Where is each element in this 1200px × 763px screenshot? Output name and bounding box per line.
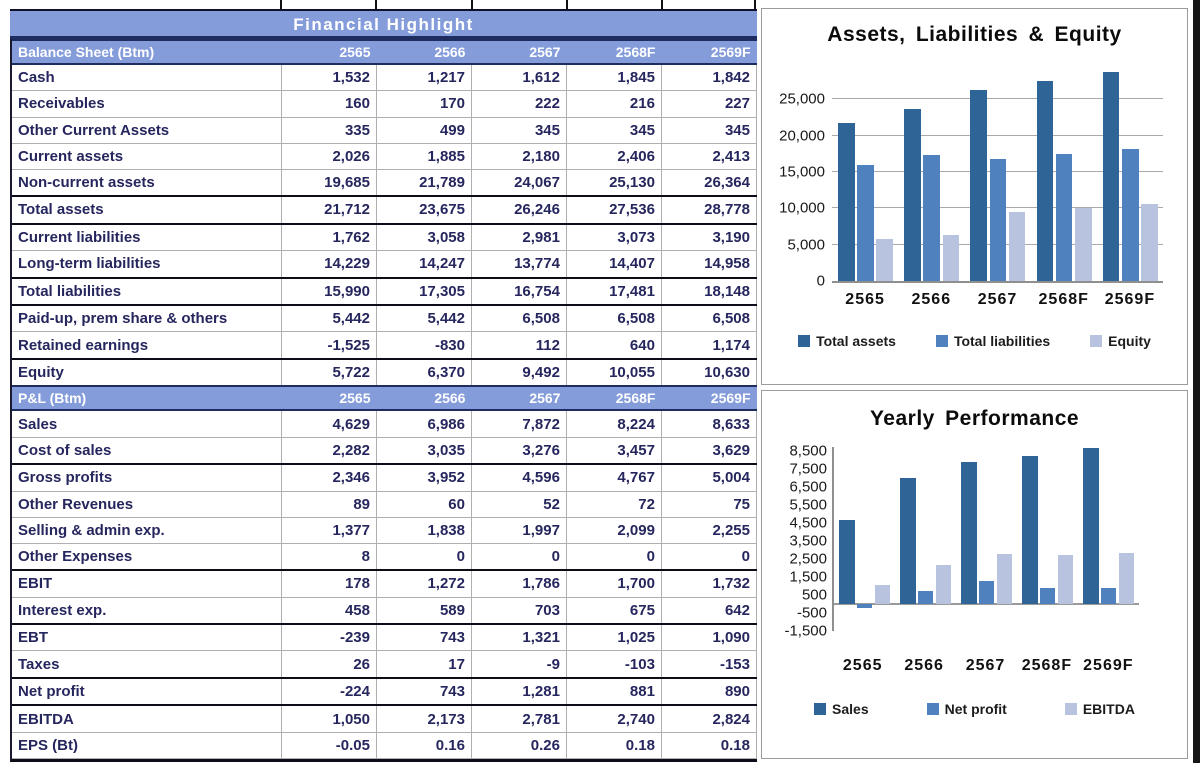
plot-area bbox=[779, 63, 1163, 290]
value-cell: -239 bbox=[282, 624, 377, 651]
value-cell: 19,685 bbox=[282, 169, 377, 196]
row-label-cell: Non-current assets bbox=[12, 169, 282, 196]
value-cell: 25,130 bbox=[566, 169, 661, 196]
x-tick-label: 2565 bbox=[845, 291, 885, 308]
year-column-header: 2567 bbox=[471, 40, 566, 64]
value-cell: 458 bbox=[282, 597, 377, 624]
value-cell: 3,058 bbox=[377, 224, 472, 251]
table-row bbox=[12, 332, 757, 359]
y-tick-label: 3,500 bbox=[789, 532, 827, 550]
value-cell: 2,740 bbox=[566, 705, 661, 732]
bar-group-2566 bbox=[898, 63, 964, 281]
row-label-cell: Other Expenses bbox=[12, 543, 282, 570]
value-cell: 2,180 bbox=[471, 143, 566, 169]
y-tick-label: 8,500 bbox=[789, 442, 827, 460]
value-cell: 2,282 bbox=[282, 437, 377, 464]
value-cell: 4,767 bbox=[566, 464, 661, 491]
row-label-cell: Cash bbox=[12, 64, 282, 91]
charts-panel bbox=[761, 8, 1188, 759]
value-cell: 160 bbox=[282, 91, 377, 117]
y-tick-label: 25,000 bbox=[779, 90, 825, 108]
value-cell: 0.26 bbox=[471, 732, 566, 758]
legend-swatch bbox=[814, 703, 826, 715]
legend-label: EBITDA bbox=[1082, 701, 1135, 717]
row-label-cell: Cost of sales bbox=[12, 437, 282, 464]
value-cell: 1,786 bbox=[471, 570, 566, 597]
value-cell: -830 bbox=[377, 332, 472, 359]
value-cell: -103 bbox=[566, 651, 661, 678]
value-cell: 2,346 bbox=[282, 464, 377, 491]
legend-item-ebitda bbox=[1065, 701, 1135, 717]
bar-groups bbox=[834, 447, 1139, 631]
value-cell: 0 bbox=[661, 543, 756, 570]
value-cell: 1,762 bbox=[282, 224, 377, 251]
x-tick-label: 2569F bbox=[1104, 291, 1156, 308]
legend-item-total-liabilities bbox=[936, 333, 1050, 349]
value-cell: 743 bbox=[377, 678, 472, 706]
row-label-cell: Long-term liabilities bbox=[12, 251, 282, 278]
y-tick-label: 5,500 bbox=[789, 496, 827, 514]
value-cell: 335 bbox=[282, 117, 377, 143]
value-cell: 3,190 bbox=[661, 224, 756, 251]
value-cell: 1,532 bbox=[282, 64, 377, 91]
legend-swatch bbox=[927, 703, 939, 715]
bar-total-assets-2567 bbox=[970, 90, 987, 281]
legend-swatch bbox=[798, 335, 810, 347]
value-cell: 2,026 bbox=[282, 143, 377, 169]
row-label-cell: Gross profits bbox=[12, 464, 282, 491]
value-cell: 18,148 bbox=[661, 278, 756, 306]
legend-item-total-assets bbox=[798, 333, 896, 349]
value-cell: 75 bbox=[661, 491, 756, 517]
value-cell: 5,004 bbox=[661, 464, 756, 491]
value-cell: 1,845 bbox=[566, 64, 661, 91]
table-row bbox=[12, 224, 757, 251]
value-cell: 72 bbox=[566, 491, 661, 517]
value-cell: 8,633 bbox=[661, 410, 756, 437]
value-cell: 1,885 bbox=[377, 143, 472, 169]
value-cell: 1,272 bbox=[377, 570, 472, 597]
value-cell: 14,229 bbox=[282, 251, 377, 278]
value-cell: 13,774 bbox=[471, 251, 566, 278]
year-column-header: 2568F bbox=[566, 40, 661, 64]
value-cell: 1,997 bbox=[471, 517, 566, 543]
value-cell: 5,722 bbox=[282, 359, 377, 387]
x-axis-labels bbox=[832, 657, 1139, 675]
value-cell: 675 bbox=[566, 597, 661, 624]
table-row bbox=[12, 678, 757, 706]
value-cell: 1,217 bbox=[377, 64, 472, 91]
bar-sales-2565 bbox=[839, 520, 854, 604]
value-cell: 3,952 bbox=[377, 464, 472, 491]
legend-label: Total assets bbox=[816, 333, 896, 349]
plot-area bbox=[784, 442, 1139, 640]
table-row bbox=[12, 251, 757, 278]
row-label-cell: Current assets bbox=[12, 143, 282, 169]
legend-item-equity bbox=[1090, 333, 1151, 349]
column-tick bbox=[754, 0, 756, 9]
value-cell: 3,457 bbox=[566, 437, 661, 464]
table-row bbox=[12, 651, 757, 678]
bar-sales-2568F bbox=[1022, 456, 1037, 604]
y-tick-label: 4,500 bbox=[789, 514, 827, 532]
legend-swatch bbox=[936, 335, 948, 347]
value-cell: 14,247 bbox=[377, 251, 472, 278]
bar-total-assets-2565 bbox=[838, 123, 855, 281]
value-cell: 6,370 bbox=[377, 359, 472, 387]
value-cell: -153 bbox=[661, 651, 756, 678]
column-tick bbox=[566, 0, 568, 9]
row-label-cell: Net profit bbox=[12, 678, 282, 706]
value-cell: 3,073 bbox=[566, 224, 661, 251]
row-label-cell: EBITDA bbox=[12, 705, 282, 732]
value-cell: 642 bbox=[661, 597, 756, 624]
row-label-cell: Taxes bbox=[12, 651, 282, 678]
section-header-row bbox=[12, 386, 757, 410]
column-tick bbox=[661, 0, 663, 9]
bar-equity-2565 bbox=[876, 239, 893, 281]
value-cell: 17,481 bbox=[566, 278, 661, 306]
value-cell: 1,281 bbox=[471, 678, 566, 706]
financial-table bbox=[12, 39, 757, 759]
table-row bbox=[12, 64, 757, 91]
value-cell: 60 bbox=[377, 491, 472, 517]
bar-group-2569F bbox=[1097, 63, 1163, 281]
bar-sales-2566 bbox=[900, 478, 915, 604]
value-cell: 7,872 bbox=[471, 410, 566, 437]
y-tick-label: 5,000 bbox=[787, 236, 825, 254]
row-label-cell: Receivables bbox=[12, 91, 282, 117]
y-tick-label: 15,000 bbox=[779, 163, 825, 181]
bar-groups bbox=[832, 63, 1163, 281]
bar-equity-2568F bbox=[1075, 208, 1092, 281]
row-label-cell: EPS (Bt) bbox=[12, 732, 282, 758]
bar-group-2568F bbox=[1017, 447, 1078, 631]
bar-ebitda-2567 bbox=[997, 554, 1012, 604]
bar-group-2566 bbox=[895, 447, 956, 631]
value-cell: 345 bbox=[471, 117, 566, 143]
value-cell: 881 bbox=[566, 678, 661, 706]
bar-group-2568F bbox=[1031, 63, 1097, 281]
value-cell: 0.16 bbox=[377, 732, 472, 758]
value-cell: 24,067 bbox=[471, 169, 566, 196]
value-cell: 21,712 bbox=[282, 196, 377, 224]
bar-group-2565 bbox=[832, 63, 898, 281]
value-cell: 222 bbox=[471, 91, 566, 117]
value-cell: 2,781 bbox=[471, 705, 566, 732]
bar-total-liabilities-2568F bbox=[1056, 154, 1073, 281]
x-tick-label: 2565 bbox=[842, 657, 883, 674]
table-title: Financial Highlight bbox=[10, 9, 757, 39]
bar-net-profit-2568F bbox=[1040, 588, 1055, 604]
value-cell: 1,842 bbox=[661, 64, 756, 91]
value-cell: 1,174 bbox=[661, 332, 756, 359]
section-header-row bbox=[12, 40, 757, 64]
value-cell: 27,536 bbox=[566, 196, 661, 224]
table-row bbox=[12, 491, 757, 517]
bar-group-2565 bbox=[834, 447, 895, 631]
year-column-header: 2565 bbox=[282, 40, 377, 64]
value-cell: 227 bbox=[661, 91, 756, 117]
bar-ebitda-2565 bbox=[875, 585, 890, 604]
value-cell: 4,629 bbox=[282, 410, 377, 437]
legend-item-net-profit bbox=[927, 701, 1007, 717]
value-cell: 21,789 bbox=[377, 169, 472, 196]
value-cell: 17 bbox=[377, 651, 472, 678]
value-cell: 743 bbox=[377, 624, 472, 651]
chart-title: Yearly Performance bbox=[869, 407, 1080, 430]
value-cell: 52 bbox=[471, 491, 566, 517]
table-row bbox=[12, 597, 757, 624]
bar-net-profit-2566 bbox=[918, 591, 933, 604]
value-cell: 345 bbox=[661, 117, 756, 143]
legend-swatch bbox=[1090, 335, 1102, 347]
table-row bbox=[12, 624, 757, 651]
y-tick-label: 500 bbox=[801, 586, 827, 604]
value-cell: 890 bbox=[661, 678, 756, 706]
y-tick-label: 0 bbox=[816, 272, 825, 290]
bar-total-liabilities-2569F bbox=[1122, 149, 1139, 281]
y-tick-label: -1,500 bbox=[784, 622, 827, 640]
bar-equity-2569F bbox=[1141, 204, 1158, 281]
row-label-cell: Selling & admin exp. bbox=[12, 517, 282, 543]
year-column-header: 2568F bbox=[566, 386, 661, 410]
table-row bbox=[12, 437, 757, 464]
row-label-cell: Sales bbox=[12, 410, 282, 437]
value-cell: 640 bbox=[566, 332, 661, 359]
table-row bbox=[12, 169, 757, 196]
value-cell: 89 bbox=[282, 491, 377, 517]
year-column-header: 2569F bbox=[661, 386, 756, 410]
table-row bbox=[12, 305, 757, 332]
bar-net-profit-2565 bbox=[857, 604, 872, 608]
table-row bbox=[12, 517, 757, 543]
table-row bbox=[12, 359, 757, 387]
value-cell: 1,838 bbox=[377, 517, 472, 543]
table-row bbox=[12, 570, 757, 597]
chart-assets-liabilities-equity bbox=[761, 8, 1188, 385]
bar-net-profit-2569F bbox=[1101, 588, 1116, 604]
bar-equity-2567 bbox=[1009, 212, 1026, 281]
bar-total-liabilities-2567 bbox=[990, 159, 1007, 281]
value-cell: 14,958 bbox=[661, 251, 756, 278]
year-column-header: 2566 bbox=[377, 40, 472, 64]
value-cell: 5,442 bbox=[377, 305, 472, 332]
value-cell: 2,824 bbox=[661, 705, 756, 732]
column-ticks-strip bbox=[10, 0, 757, 9]
row-label-cell: EBT bbox=[12, 624, 282, 651]
bar-group-2567 bbox=[964, 63, 1030, 281]
value-cell: 2,099 bbox=[566, 517, 661, 543]
x-tick-label: 2568F bbox=[1038, 291, 1089, 308]
value-cell: 15,990 bbox=[282, 278, 377, 306]
legend-swatch bbox=[1065, 703, 1077, 715]
bar-total-assets-2569F bbox=[1103, 72, 1120, 281]
table-row bbox=[12, 196, 757, 224]
row-label-cell: Retained earnings bbox=[12, 332, 282, 359]
value-cell: 1,732 bbox=[661, 570, 756, 597]
x-tick-label: 2566 bbox=[911, 291, 952, 308]
value-cell: 28,778 bbox=[661, 196, 756, 224]
value-cell: 1,090 bbox=[661, 624, 756, 651]
column-tick bbox=[471, 0, 473, 9]
legend-label: Total liabilities bbox=[953, 333, 1051, 349]
x-tick-label: 2569F bbox=[1083, 657, 1134, 674]
value-cell: 1,612 bbox=[471, 64, 566, 91]
value-cell: 10,055 bbox=[566, 359, 661, 387]
bar-total-liabilities-2566 bbox=[923, 155, 940, 281]
value-cell: 1,700 bbox=[566, 570, 661, 597]
x-tick-label: 2566 bbox=[904, 657, 944, 674]
value-cell: 170 bbox=[377, 91, 472, 117]
year-column-header: 2569F bbox=[661, 40, 756, 64]
bar-ebitda-2569F bbox=[1119, 553, 1134, 604]
value-cell: 1,050 bbox=[282, 705, 377, 732]
row-label-cell: Interest exp. bbox=[12, 597, 282, 624]
x-axis-labels bbox=[832, 291, 1163, 309]
value-cell: 0.18 bbox=[661, 732, 756, 758]
legend-label: Sales bbox=[832, 701, 869, 717]
y-tick-label: 10,000 bbox=[779, 199, 825, 217]
legend-label: Net profit bbox=[944, 701, 1007, 717]
x-tick-label: 2567 bbox=[965, 657, 1006, 674]
value-cell: 589 bbox=[377, 597, 472, 624]
page-right-border bbox=[1193, 0, 1200, 763]
row-label-cell: Current liabilities bbox=[12, 224, 282, 251]
value-cell: 16,754 bbox=[471, 278, 566, 306]
value-cell: 0 bbox=[566, 543, 661, 570]
value-cell: 3,035 bbox=[377, 437, 472, 464]
legend-label: Equity bbox=[1108, 333, 1151, 349]
legend-item-sales bbox=[814, 701, 869, 717]
y-tick-label: 6,500 bbox=[789, 478, 827, 496]
value-cell: 2,406 bbox=[566, 143, 661, 169]
bar-ebitda-2566 bbox=[936, 565, 951, 604]
y-tick-label: 7,500 bbox=[789, 460, 827, 478]
value-cell: 112 bbox=[471, 332, 566, 359]
bar-total-assets-2566 bbox=[904, 109, 921, 281]
bar-ebitda-2568F bbox=[1058, 555, 1073, 604]
table-row bbox=[12, 464, 757, 491]
chart-legend bbox=[762, 701, 1187, 717]
year-column-header: 2565 bbox=[282, 386, 377, 410]
value-cell: -224 bbox=[282, 678, 377, 706]
value-cell: 345 bbox=[566, 117, 661, 143]
row-label-cell: Other Revenues bbox=[12, 491, 282, 517]
value-cell: -0.05 bbox=[282, 732, 377, 758]
y-tick-label: 1,500 bbox=[789, 568, 827, 586]
bar-sales-2569F bbox=[1083, 448, 1098, 604]
value-cell: 3,629 bbox=[661, 437, 756, 464]
value-cell: 2,173 bbox=[377, 705, 472, 732]
bar-sales-2567 bbox=[961, 462, 976, 604]
row-label-cell: Paid-up, prem share & others bbox=[12, 305, 282, 332]
bar-group-2567 bbox=[956, 447, 1017, 631]
value-cell: 8 bbox=[282, 543, 377, 570]
year-column-header: 2566 bbox=[377, 386, 472, 410]
bar-group-2569F bbox=[1078, 447, 1139, 631]
bar-total-liabilities-2565 bbox=[857, 165, 874, 281]
y-tick-label: 2,500 bbox=[789, 550, 827, 568]
value-cell: -1,525 bbox=[282, 332, 377, 359]
value-cell: 2,413 bbox=[661, 143, 756, 169]
value-cell: 26,246 bbox=[471, 196, 566, 224]
row-label-cell: Equity bbox=[12, 359, 282, 387]
value-cell: 1,377 bbox=[282, 517, 377, 543]
value-cell: 17,305 bbox=[377, 278, 472, 306]
section-header-label: P&L (Btm) bbox=[12, 386, 282, 410]
value-cell: 1,321 bbox=[471, 624, 566, 651]
value-cell: 2,255 bbox=[661, 517, 756, 543]
table-row bbox=[12, 543, 757, 570]
value-cell: 9,492 bbox=[471, 359, 566, 387]
chart-legend bbox=[762, 333, 1187, 349]
value-cell: 6,508 bbox=[661, 305, 756, 332]
table-body bbox=[10, 39, 757, 762]
table-row bbox=[12, 705, 757, 732]
chart-title: Assets, Liabilities & Equity bbox=[827, 23, 1122, 46]
value-cell: 178 bbox=[282, 570, 377, 597]
value-cell: 26 bbox=[282, 651, 377, 678]
value-cell: 499 bbox=[377, 117, 472, 143]
value-cell: 0 bbox=[377, 543, 472, 570]
row-label-cell: Total assets bbox=[12, 196, 282, 224]
bar-equity-2566 bbox=[943, 235, 960, 281]
value-cell: 0 bbox=[471, 543, 566, 570]
column-tick bbox=[375, 0, 377, 9]
table-row bbox=[12, 410, 757, 437]
value-cell: 703 bbox=[471, 597, 566, 624]
bar-net-profit-2567 bbox=[979, 581, 994, 604]
y-tick-label: 20,000 bbox=[779, 127, 825, 145]
row-label-cell: Other Current Assets bbox=[12, 117, 282, 143]
table-row bbox=[12, 143, 757, 169]
value-cell: -9 bbox=[471, 651, 566, 678]
x-tick-label: 2568F bbox=[1021, 657, 1073, 674]
value-cell: 0.18 bbox=[566, 732, 661, 758]
y-tick-label: -500 bbox=[796, 604, 827, 622]
value-cell: 14,407 bbox=[566, 251, 661, 278]
section-header-label: Balance Sheet (Btm) bbox=[12, 40, 282, 64]
value-cell: 3,276 bbox=[471, 437, 566, 464]
x-tick-label: 2567 bbox=[977, 291, 1018, 308]
value-cell: 6,508 bbox=[471, 305, 566, 332]
table-row bbox=[12, 117, 757, 143]
value-cell: 2,981 bbox=[471, 224, 566, 251]
row-label-cell: EBIT bbox=[12, 570, 282, 597]
financial-table-panel bbox=[10, 0, 757, 762]
year-column-header: 2567 bbox=[471, 386, 566, 410]
value-cell: 6,508 bbox=[566, 305, 661, 332]
table-row bbox=[12, 91, 757, 117]
value-cell: 216 bbox=[566, 91, 661, 117]
table-row bbox=[12, 732, 757, 758]
value-cell: 4,596 bbox=[471, 464, 566, 491]
value-cell: 1,025 bbox=[566, 624, 661, 651]
chart-yearly-performance bbox=[761, 390, 1188, 759]
value-cell: 23,675 bbox=[377, 196, 472, 224]
row-label-cell: Total liabilities bbox=[12, 278, 282, 306]
value-cell: 8,224 bbox=[566, 410, 661, 437]
value-cell: 5,442 bbox=[282, 305, 377, 332]
value-cell: 26,364 bbox=[661, 169, 756, 196]
bar-total-assets-2568F bbox=[1037, 81, 1054, 281]
value-cell: 10,630 bbox=[661, 359, 756, 387]
table-row bbox=[12, 278, 757, 306]
value-cell: 6,986 bbox=[377, 410, 472, 437]
column-tick bbox=[280, 0, 282, 9]
